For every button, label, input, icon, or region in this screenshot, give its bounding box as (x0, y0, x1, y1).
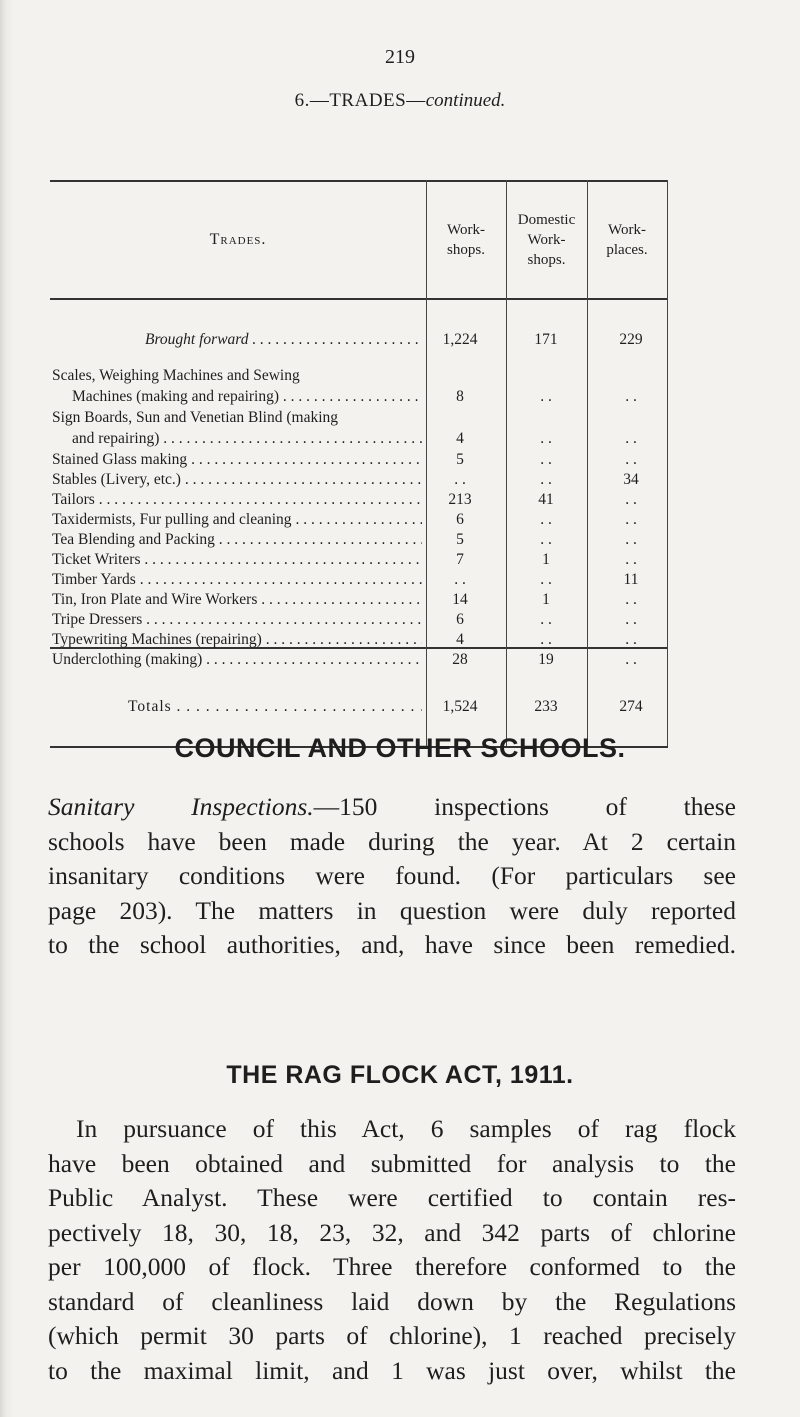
section-heading: COUNCIL AND OTHER SCHOOLS. (174, 733, 626, 763)
cell-workshops: 4 (456, 631, 464, 648)
paragraph-line: to the school authorities, and, have since been remedied. (48, 930, 736, 959)
paragraph-line: to the maximal limit, and 1 was just over, whilst the (48, 1355, 736, 1385)
cell-workshops: 4 (456, 430, 464, 447)
paragraph-line: pectively 18, 30, 18, 23, 32, and 342 parts of chlorine (48, 1217, 736, 1247)
table-row-continuation (50, 387, 668, 407)
paragraph-line: schools have been made during the year. At 2 certain (48, 826, 736, 856)
row-label: Stained Glass making . . . (52, 450, 422, 470)
row-label: Brought forward . . . (145, 330, 422, 350)
cell-workshops: 5 (456, 451, 464, 468)
header-trades: Trades. (209, 231, 267, 248)
header-bottom-rule (50, 298, 668, 300)
cell-domestic: . . (540, 451, 552, 468)
table-row (50, 408, 668, 428)
row-label: Underclothing (making) . . . (52, 650, 422, 670)
cell-workplaces: 34 (623, 471, 639, 488)
table-row (50, 510, 668, 530)
cell-workplaces: . . (625, 611, 637, 628)
cell-domestic: . . (540, 511, 552, 528)
header-domestic-workshops: Domestic Work- shops. (517, 212, 576, 268)
row-label: Tea Blending and Packing . . . (52, 530, 422, 550)
row-label: Scales, Weighing Machines and Sewing (52, 367, 300, 384)
cell-workshops: 6 (456, 511, 464, 528)
row-label-continued: Machines (making and repairing) . . . (72, 387, 422, 407)
row-label: Typewriting Machines (repairing) . . . (52, 630, 422, 650)
paragraph-line: Sanitary Inspections.—150 inspections of these (48, 792, 736, 821)
paragraph-line: have been obtained and submitted for analysis to the (48, 1148, 736, 1178)
cell-workplaces: . . (625, 591, 637, 608)
row-label: Tailors . . . (52, 490, 422, 510)
cell-workshops: . . (454, 571, 466, 588)
cell-workshops: 6 (456, 611, 464, 628)
header-workshops: Work- shops. (447, 222, 485, 258)
paragraph-line: (which permit 30 parts of chlorine), 1 reached precisely (48, 1321, 736, 1350)
cell-domestic: . . (540, 388, 552, 405)
cell-workplaces: . . (625, 631, 637, 648)
table-row-continuation (50, 429, 668, 449)
cell-workplaces: . . (625, 430, 637, 447)
cell-workshops: 14 (452, 591, 468, 608)
cell-workplaces: 229 (619, 331, 643, 348)
cell-workshops: 1,524 (442, 698, 478, 715)
table-row (50, 450, 668, 470)
paragraph-rag-flock (48, 1112, 736, 1388)
cell-domestic: 171 (534, 331, 558, 348)
table-row (50, 550, 668, 570)
table-row (50, 530, 668, 550)
brought-forward-row (50, 330, 668, 350)
row-label: Taxidermists, Fur pulling and cleaning . . . (52, 510, 422, 530)
cell-workplaces: . . (625, 451, 637, 468)
cell-domestic: . . (540, 571, 552, 588)
paragraph-line: page 203). The matters in question were duly reported (48, 895, 736, 925)
cell-domestic: . . (540, 430, 552, 447)
row-label: Timber Yards . . . (52, 570, 422, 590)
paragraph-line: standard of cleanliness laid down by the Regulations (48, 1286, 736, 1316)
cell-workshops: . . (454, 471, 466, 488)
table-row (50, 650, 668, 670)
cell-workplaces: . . (625, 511, 637, 528)
cell-domestic: . . (540, 531, 552, 548)
cell-workshops: 5 (456, 531, 464, 548)
paragraph-line: Public Analyst. These were certified to contain res- (48, 1183, 736, 1212)
caption-suffix: continued. (425, 90, 506, 111)
cell-workplaces: 11 (623, 571, 639, 588)
totals-row (50, 697, 668, 717)
page-number: 219 (385, 46, 415, 68)
row-label: Totals . . . (128, 697, 422, 717)
cell-workshops: 1,224 (442, 331, 478, 348)
cell-domestic: 41 (538, 491, 554, 508)
cell-domestic: . . (540, 631, 552, 648)
caption-main: 6.—TRADES— (294, 90, 426, 111)
table-row (50, 490, 668, 510)
row-label: Sign Boards, Sun and Venetian Blind (making (52, 409, 339, 426)
cell-workshops: 28 (452, 651, 468, 668)
cell-workplaces: . . (625, 651, 637, 668)
paragraph-line: insanitary conditions were found. (For particulars see (48, 861, 736, 890)
cell-workshops: 213 (448, 491, 472, 508)
cell-domestic: 1 (542, 591, 550, 608)
page-binding-edge (0, 0, 14, 1417)
cell-domestic: . . (540, 471, 552, 488)
table-row (50, 630, 668, 650)
cell-workplaces: . . (625, 491, 637, 508)
row-label: Tripe Dressers . . . (52, 610, 422, 630)
table-row (50, 366, 668, 386)
paragraph-line: per 100,000 of flock. Three therefore conformed to the (48, 1252, 736, 1281)
table-row (50, 470, 668, 490)
cell-domestic: 233 (534, 698, 558, 715)
run-in-heading: Sanitary Inspections. (48, 792, 314, 821)
header-workplaces: Work- places. (606, 222, 648, 258)
cell-domestic: 1 (542, 551, 550, 568)
row-label: Tin, Iron Plate and Wire Workers . . . (52, 590, 422, 610)
cell-domestic: 19 (538, 651, 554, 668)
row-label-continued: and repairing) . . . (72, 429, 422, 449)
cell-workshops: 8 (456, 388, 464, 405)
table-caption (0, 90, 800, 112)
cell-workplaces: . . (625, 531, 637, 548)
cell-workplaces: . . (625, 388, 637, 405)
row-label: Ticket Writers . . . (52, 550, 422, 570)
table-row (50, 610, 668, 630)
paragraph-sanitary-inspections (48, 790, 736, 963)
cell-workplaces: 274 (619, 698, 643, 715)
cell-workshops: 7 (456, 551, 464, 568)
cell-workplaces: . . (625, 551, 637, 568)
row-label: Stables (Livery, etc.) . . . (52, 470, 422, 490)
table-row (50, 570, 668, 590)
cell-domestic: . . (540, 611, 552, 628)
section-heading: THE RAG FLOCK ACT, 1911. (226, 1061, 574, 1089)
table-top-rule (50, 180, 668, 182)
table-row (50, 590, 668, 610)
paragraph-line: In pursuance of this Act, 6 samples of rag flock (76, 1114, 736, 1143)
